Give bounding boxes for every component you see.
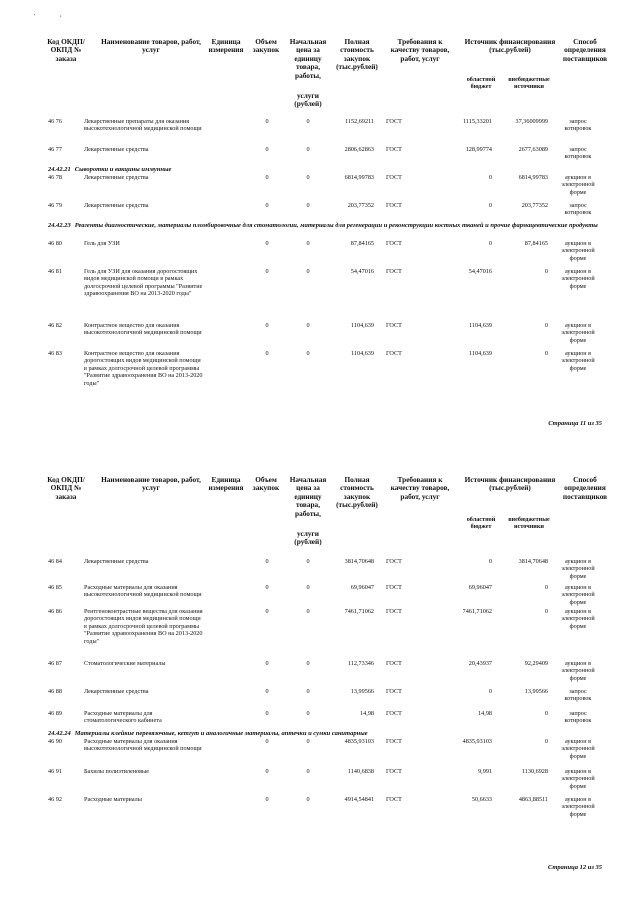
item-name: Контрастное вещество для оказания высокотехнологичной медицинской помощи [84,322,202,337]
requirement: ГОСТ [386,710,402,717]
header-src-external: внебюджетные источники [508,516,550,530]
full-cost: 54,47016 [350,268,374,275]
full-cost: 87,84165 [350,240,374,247]
order-number: 46 85 [48,584,62,591]
header-unit: Единица измерения [208,37,244,55]
volume: 0 [265,710,269,717]
full-cost: 13,99566 [350,688,374,695]
order-number: 46 84 [48,558,62,565]
document-page-11 [0,0,640,450]
external-sources: 203,77352 [521,202,548,209]
header-source: Источник финансирования (тыс.рублей) [464,475,556,493]
item-name: Лекарственные средства [84,174,149,181]
header-full-cost: Полная стоимость закупок (тыс.рублей) [336,37,378,72]
order-number: 46 89 [48,710,62,717]
external-sources: 0 [544,584,548,591]
scan-mark: ' [34,14,36,20]
external-sources: 0 [544,608,548,615]
volume: 0 [265,796,269,803]
item-name: Расходные материалы для оказания высокотехнологичной медицинской помощи [84,584,202,599]
unit-price: 0 [306,558,310,565]
volume: 0 [265,350,269,357]
procurement-method: запрос котировок [564,118,592,133]
header-kod: Код ОКДП/ ОКПД № заказа [47,475,85,501]
procurement-method: аукцион в электронной форме [561,660,595,682]
procurement-method: запрос котировок [564,710,592,725]
external-sources: 0 [544,710,548,717]
external-sources: 92,29409 [524,660,548,667]
full-cost: 6814,99783 [344,174,374,181]
order-number: 46 83 [48,350,62,357]
volume: 0 [265,660,269,667]
scan-mark: , [60,12,62,18]
external-sources: 0 [544,350,548,357]
requirement: ГОСТ [386,350,402,357]
full-cost: 69,96047 [350,584,374,591]
regional-budget: 0 [488,688,492,695]
regional-budget: 20,43937 [468,660,492,667]
regional-budget: 9,991 [478,768,492,775]
procurement-method: аукцион в электронной форме [561,558,595,580]
regional-budget: 0 [488,558,492,565]
external-sources: 87,84165 [524,240,548,247]
header-src-regional: областной бюджет [466,76,496,90]
group-code: 24.42.21 [48,166,71,173]
requirement: ГОСТ [386,268,402,275]
unit-price: 0 [306,738,310,745]
requirement: ГОСТ [386,146,402,153]
header-price-units: услуги (рублей) [294,529,322,547]
full-cost: 112,73346 [347,660,374,667]
regional-budget: 69,96047 [468,584,492,591]
regional-budget: 7461,71062 [462,608,492,615]
group-title: Материалы клейкие перевязочные, кетгут и аналогичные материалы, аптечки и сумки санитарные [74,730,368,737]
order-number: 46 80 [48,240,62,247]
requirement: ГОСТ [386,608,402,615]
item-name: Расходные материалы для стоматологического кабинета [84,710,162,725]
group-code: 24.42.23 [48,222,71,229]
order-number: 46 79 [48,202,62,209]
external-sources: 3814,70648 [518,558,548,565]
order-number: 46 77 [48,146,62,153]
order-number: 46 88 [48,688,62,695]
full-cost: 1104,639 [351,350,374,357]
header-requirements: Требования к качеству товаров, работ, услуг [390,37,450,63]
requirement: ГОСТ [386,688,402,695]
requirement: ГОСТ [386,240,402,247]
header-full-cost: Полная стоимость закупок (тыс.рублей) [336,475,378,510]
procurement-method: аукцион в электронной форме [561,608,595,630]
regional-budget: 128,99774 [465,146,492,153]
volume: 0 [265,118,269,125]
order-number: 46 87 [48,660,62,667]
regional-budget: 1104,639 [469,350,492,357]
full-cost: 2806,62863 [344,146,374,153]
item-name: Гель для УЗИ [84,240,120,247]
procurement-method: аукцион в электронной форме [561,174,595,196]
regional-budget: 0 [488,202,492,209]
order-number: 46 91 [48,768,62,775]
header-price-units: услуги (рублей) [294,91,322,109]
item-name: Лекарственные препараты для оказания высокотехнологичной медицинской помощи [84,118,202,133]
requirement: ГОСТ [386,174,402,181]
requirement: ГОСТ [386,584,402,591]
group-heading [48,166,608,173]
full-cost: 1104,639 [351,322,374,329]
requirement: ГОСТ [386,796,402,803]
regional-budget: 0 [488,240,492,247]
regional-budget: 14,98 [478,710,492,717]
procurement-method: аукцион в электронной форме [561,240,595,262]
volume: 0 [265,558,269,565]
procurement-method: аукцион в электронной форме [561,796,595,818]
volume: 0 [265,174,269,181]
regional-budget: 1104,639 [469,322,492,329]
full-cost: 7461,71062 [344,608,374,615]
regional-budget: 0 [488,174,492,181]
item-name: Лекарственные средства [84,202,149,209]
volume: 0 [265,738,269,745]
regional-budget: 1115,33201 [463,118,492,125]
group-heading [48,222,608,229]
volume: 0 [265,608,269,615]
regional-budget: 50,6633 [471,796,492,803]
unit-price: 0 [306,322,310,329]
external-sources: 37,36009999 [515,118,548,125]
procurement-method: аукцион в электронной форме [561,768,595,790]
document-page-12 [0,452,640,905]
header-unit: Единица измерения [208,475,244,493]
full-cost: 14,98 [360,710,374,717]
full-cost: 1140,6838 [347,768,374,775]
external-sources: 6814,99783 [518,174,548,181]
order-number: 46 81 [48,268,62,275]
page-number: Страница 11 из 35 [548,420,602,427]
header-price: Начальная цена за единицу товара, работы, [289,475,327,518]
requirement: ГОСТ [386,202,402,209]
header-method: Способ определения поставщиков [562,37,608,63]
full-cost: 4914,54841 [344,796,374,803]
unit-price: 0 [306,768,310,775]
regional-budget: 54,47016 [468,268,492,275]
order-number: 46 86 [48,608,62,615]
procurement-method: аукцион в электронной форме [561,268,595,290]
header-src-external: внебюджетные источники [508,76,550,90]
item-name: Лекарственные средства [84,688,149,695]
unit-price: 0 [306,350,310,357]
volume: 0 [265,202,269,209]
procurement-method: аукцион в электронной форме [561,350,595,372]
item-name: Расходные материалы для оказания высокотехнологичной медицинской помощи [84,738,202,753]
volume: 0 [265,768,269,775]
unit-price: 0 [306,118,310,125]
unit-price: 0 [306,660,310,667]
volume: 0 [265,688,269,695]
external-sources: 2677,63089 [518,146,548,153]
item-name: Стоматологические материалы [84,660,166,667]
unit-price: 0 [306,608,310,615]
unit-price: 0 [306,710,310,717]
unit-price: 0 [306,688,310,695]
requirement: ГОСТ [386,660,402,667]
unit-price: 0 [306,796,310,803]
procurement-method: аукцион в электронной форме [561,738,595,760]
group-heading [48,730,608,737]
regional-budget: 4835,93103 [462,738,492,745]
external-sources: 13,99566 [524,688,548,695]
requirement: ГОСТ [386,768,402,775]
order-number: 46 92 [48,796,62,803]
procurement-method: аукцион в электронной форме [561,584,595,606]
order-number: 46 78 [48,174,62,181]
external-sources: 0 [544,268,548,275]
full-cost: 1152,69211 [345,118,374,125]
item-name: Лекарственные средства [84,146,149,153]
group-title: Реагенты диагностические, материалы пломбировочные для стоматологии, материалы для регенерации и реконструкции костных тканей и прочие фармацевтические продукты [74,222,598,229]
full-cost: 203,77352 [347,202,374,209]
header-name: Наименование товаров, работ, услуг [101,475,201,493]
header-name: Наименование товаров, работ, услуг [101,37,201,55]
group-title: Сыворотки и вакцины иммунные [74,166,172,173]
item-name: Бахилы полиэтиленовые [84,768,149,775]
volume: 0 [265,240,269,247]
item-name: Гель для УЗИ для оказания дорогостоящих видов медицинской помощи в рамках долгосрочной целевой программы "Развитие здравоохранения ВО на 2013-2020 годы" [84,268,203,298]
header-kod: Код ОКДП/ ОКПД № заказа [47,37,85,63]
external-sources: 0 [544,322,548,329]
header-source: Источник финансирования (тыс.рублей) [464,37,556,55]
unit-price: 0 [306,584,310,591]
unit-price: 0 [306,240,310,247]
procurement-method: запрос котировок [564,688,592,703]
header-requirements: Требования к качеству товаров, работ, услуг [390,475,450,501]
unit-price: 0 [306,174,310,181]
order-number: 46 82 [48,322,62,329]
header-volume: Объем закупок [252,475,280,493]
volume: 0 [265,584,269,591]
group-code: 24.42.24 [48,730,71,737]
order-number: 46 76 [48,118,62,125]
requirement: ГОСТ [386,322,402,329]
procurement-method: аукцион в электронной форме [561,322,595,344]
unit-price: 0 [306,146,310,153]
volume: 0 [265,322,269,329]
full-cost: 3814,70648 [344,558,374,565]
order-number: 46 90 [48,738,62,745]
item-name: Рентгеноконтрастные вещества для оказания дорогостоящих видов медицинской помощи в рамках долгосрочной целевой программы "Развитие здравоохранения ВО на 2013-2020 годы" [84,608,203,645]
header-method: Способ определения поставщиков [562,475,608,501]
external-sources: 0 [544,738,548,745]
volume: 0 [265,146,269,153]
procurement-method: запрос котировок [564,146,592,161]
page-number: Страница 12 из 35 [547,864,602,871]
volume: 0 [265,268,269,275]
requirement: ГОСТ [386,738,402,745]
full-cost: 4835,93103 [344,738,374,745]
requirement: ГОСТ [386,558,402,565]
item-name: Лекарственные средства [84,558,149,565]
external-sources: 1130,6928 [521,768,548,775]
unit-price: 0 [306,268,310,275]
procurement-method: запрос котировок [564,202,592,217]
header-volume: Объем закупок [252,37,280,55]
item-name: Контрастное вещество для оказания дорогостоящих видов медицинской помощи в рамках долгосрочной целевой программы "Развитие здравоохранения ВО на 2013-2020 годы" [84,350,203,387]
header-src-regional: областной бюджет [466,516,496,530]
requirement: ГОСТ [386,118,402,125]
header-price: Начальная цена за единицу товара, работы, [289,37,327,80]
item-name: Расходные материалы [84,796,142,803]
external-sources: 4863,88511 [518,796,548,803]
unit-price: 0 [306,202,310,209]
